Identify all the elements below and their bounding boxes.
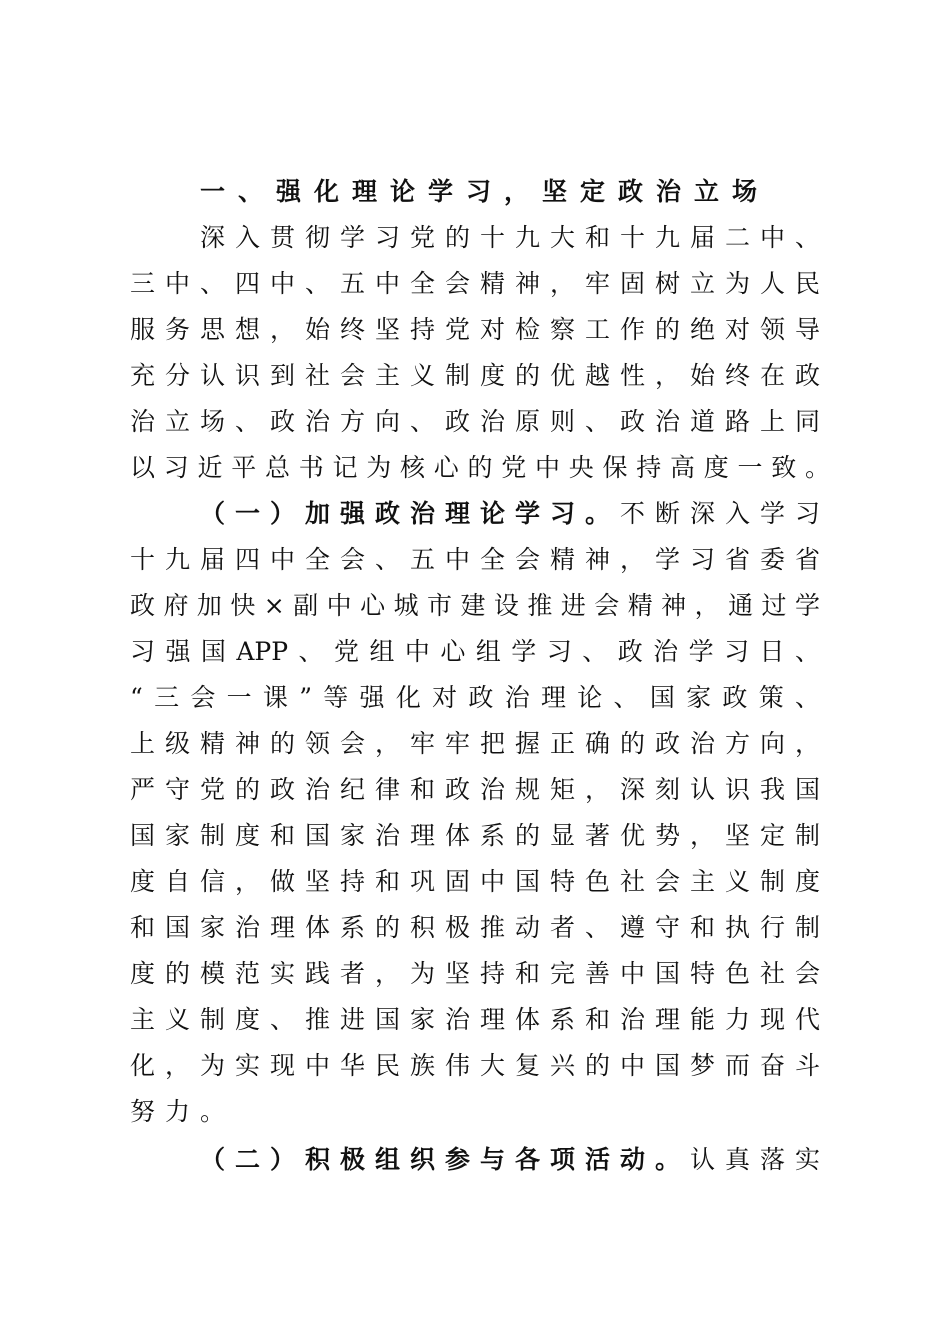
paragraph-line: 习强国APP、党组中心组学习、政治学习日、 xyxy=(130,637,820,666)
paragraph-line: 努力。 xyxy=(130,1097,236,1126)
paragraph-line: 度的模范实践者，为坚持和完善中国特色社会 xyxy=(130,959,820,988)
paragraph-line: 主义制度、推进国家治理体系和治理能力现代 xyxy=(130,1005,820,1034)
subsection-title-2: （二）积极组织参与各项活动。 xyxy=(200,1145,690,1174)
paragraph-line: 深入贯彻学习党的十九大和十九届二中、 xyxy=(200,223,820,252)
paragraph-line: 上级精神的领会，牢牢把握正确的政治方向， xyxy=(130,729,820,758)
paragraph-line: 三中、四中、五中全会精神，牢固树立为人民 xyxy=(130,269,820,298)
paragraph-text: 不断深入学习 xyxy=(619,499,820,528)
paragraph-line: 化，为实现中华民族伟大复兴的中国梦而奋斗 xyxy=(130,1051,820,1080)
subsection-title-1: （一）加强政治理论学习。 xyxy=(200,499,620,528)
paragraph-line: 服务思想，始终坚持党对检察工作的绝对领导 xyxy=(130,315,820,344)
subsection-first-line xyxy=(200,1140,820,1180)
paragraph-line: 度自信，做坚持和巩固中国特色社会主义制度 xyxy=(130,867,820,896)
section-heading: 一、强化理论学习，坚定政治立场 xyxy=(200,177,771,206)
paragraph-line: 国家制度和国家治理体系的显著优势，坚定制 xyxy=(130,821,820,850)
paragraph-line: 严守党的政治纪律和政治规矩，深刻认识我国 xyxy=(130,775,820,804)
paragraph-line: 治立场、政治方向、政治原则、政治道路上同 xyxy=(130,407,820,436)
paragraph-line: 政府加快×副中心城市建设推进会精神，通过学 xyxy=(130,591,820,620)
paragraph-line: 十九届四中全会、五中全会精神，学习省委省 xyxy=(130,545,820,574)
paragraph-line: “三会一课”等强化对政治理论、国家政策、 xyxy=(130,683,820,712)
paragraph-text: 认真落实 xyxy=(689,1145,820,1174)
paragraph-line: 以习近平总书记为核心的党中央保持高度一致。 xyxy=(130,453,830,482)
subsection-first-line xyxy=(200,494,820,534)
paragraph-line: 和国家治理体系的积极推动者、遵守和执行制 xyxy=(130,913,820,942)
paragraph-line: 充分认识到社会主义制度的优越性，始终在政 xyxy=(130,361,820,390)
